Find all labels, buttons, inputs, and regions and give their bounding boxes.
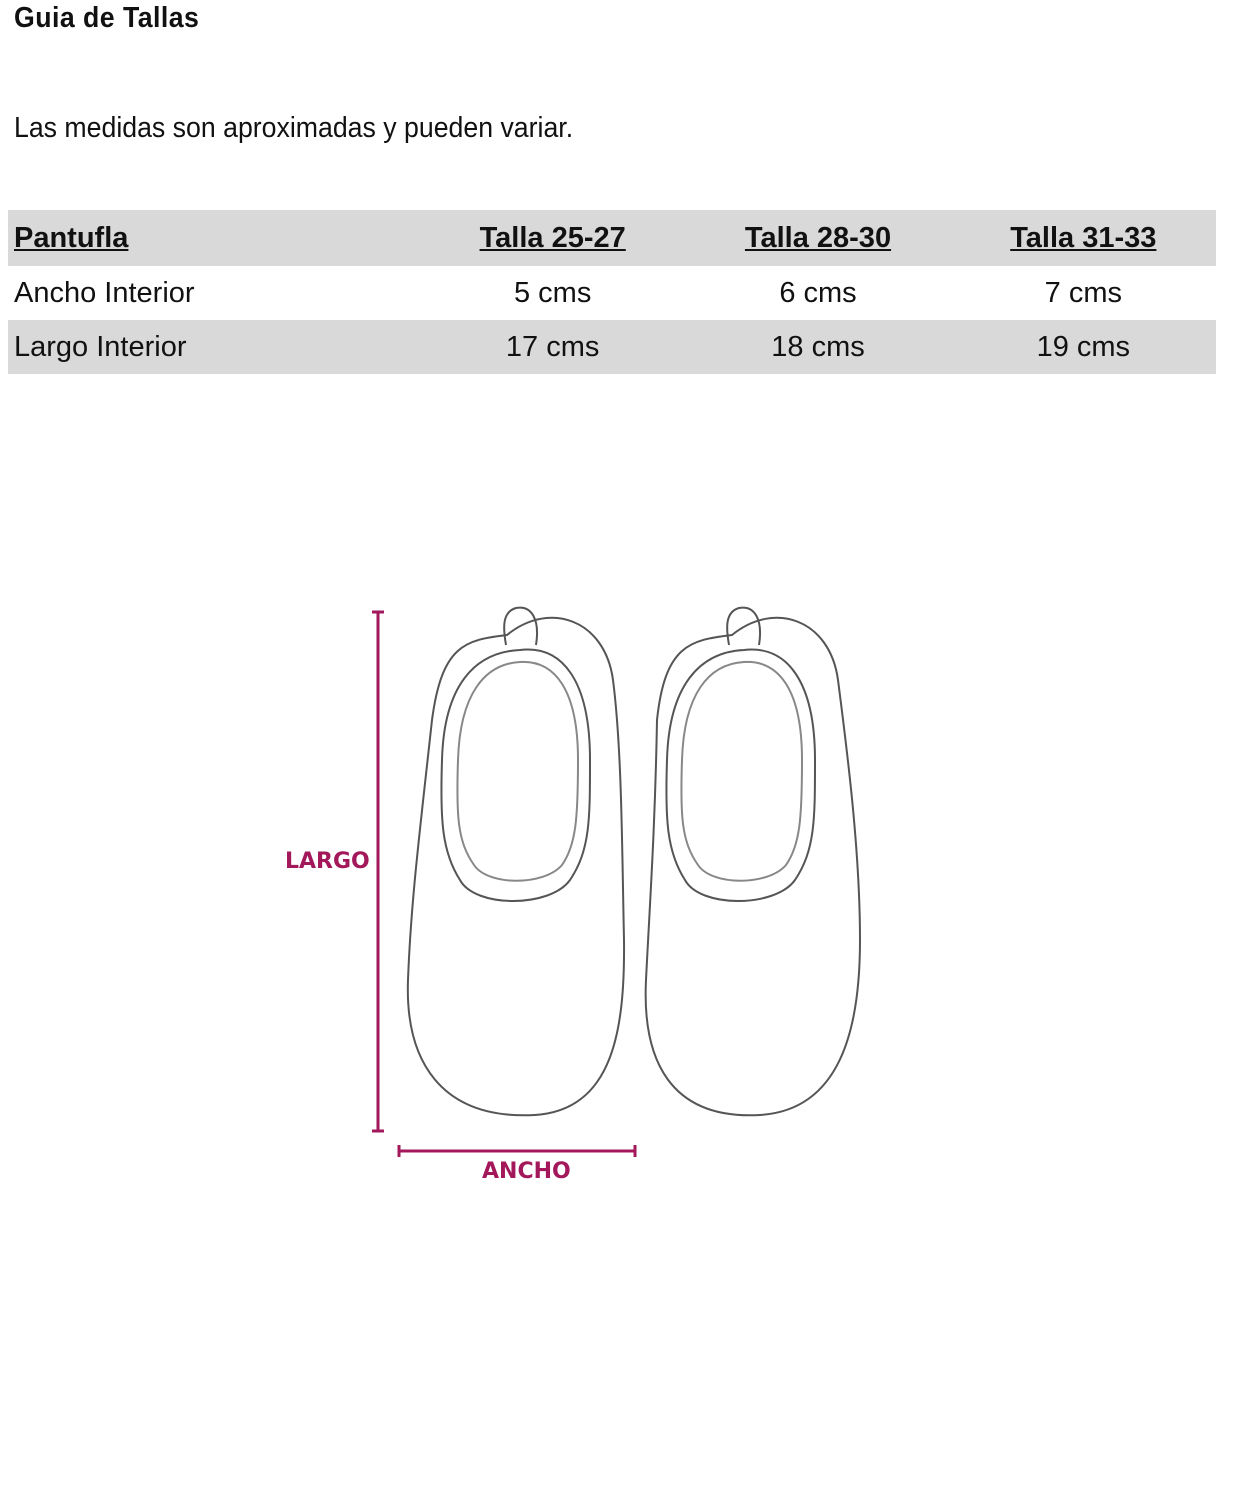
row-label: Ancho Interior	[14, 276, 195, 309]
table-cell: 6 cms	[779, 276, 857, 309]
width-label: ANCHO	[482, 1159, 571, 1184]
size-table	[8, 210, 1216, 374]
slipper-size-diagram	[270, 590, 890, 1200]
table-row	[8, 320, 1216, 374]
page-title: Guia de Tallas	[14, 2, 200, 34]
width-dimension	[399, 1145, 635, 1184]
table-cell: 18 cms	[771, 330, 865, 363]
table-cell: 7 cms	[1044, 276, 1122, 309]
table-row	[8, 266, 1216, 320]
table-cell: 17 cms	[505, 330, 600, 363]
header-size-31-33: Talla 31-33	[1010, 221, 1157, 254]
length-dimension	[285, 612, 384, 1131]
table-header-row	[8, 210, 1216, 266]
row-label: Largo Interior	[14, 330, 187, 363]
header-size-25-27: Talla 25-27	[479, 221, 626, 254]
right-slipper-icon	[646, 608, 860, 1116]
table-cell: 19 cms	[1036, 330, 1131, 363]
length-label: LARGO	[285, 849, 370, 874]
header-product: Pantufla	[14, 221, 129, 254]
table-cell: 5 cms	[513, 276, 592, 309]
measurement-note: Las medidas son aproximadas y pueden variar.	[14, 112, 574, 144]
header-size-28-30: Talla 28-30	[744, 221, 892, 254]
left-slipper-icon	[408, 608, 624, 1116]
